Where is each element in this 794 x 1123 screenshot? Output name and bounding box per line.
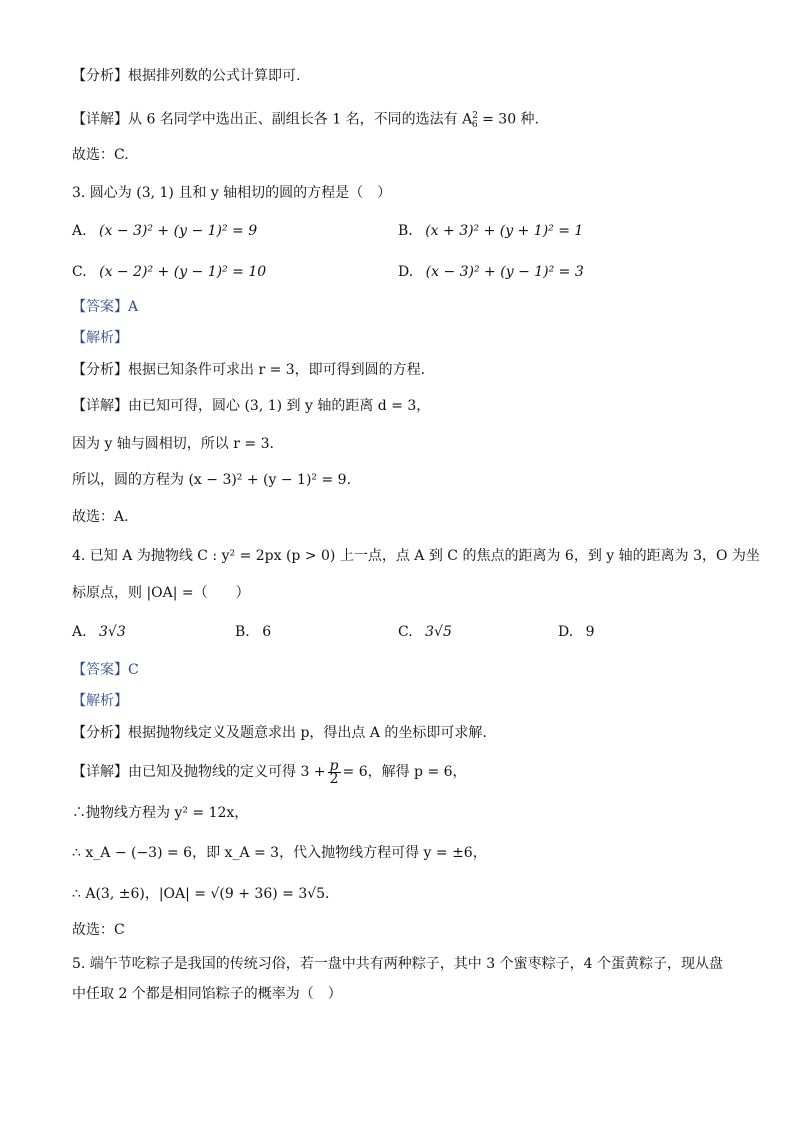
q4-option-a-label: A. <box>72 624 87 640</box>
q4-option-c-label: C. <box>398 624 413 640</box>
q4-option-d <box>558 622 595 642</box>
q4-detail-1-b: = 6，解得 p = 6， <box>342 764 467 780</box>
q3-option-b-text: (x + 3)² + (y + 1)² = 1 <box>425 223 584 239</box>
q3-option-d-label: D. <box>398 264 414 280</box>
q4-jiexi: 【解析】 <box>72 693 128 709</box>
prev-conclusion: 故选：C. <box>72 147 129 163</box>
prev-detail-sup: 2 <box>472 111 478 121</box>
prev-analysis: 【分析】根据排列数的公式计算即可. <box>72 68 301 84</box>
q3-option-a-label: A. <box>72 223 87 239</box>
q3-analysis: 【分析】根据已知条件可求出 r = 3，即可得到圆的方程. <box>72 362 426 378</box>
prev-detail-rest: = 30 种. <box>477 111 540 128</box>
q4-detail-2: ∴抛物线方程为 y² = 12x， <box>72 805 249 821</box>
q3-answer: 【答案】A <box>72 299 139 315</box>
q4-detail-1-a: 【详解】由已知及抛物线的定义可得 3 + <box>72 764 326 780</box>
q4-option-c <box>398 622 452 642</box>
q4-option-b-label: B. <box>235 624 250 640</box>
q4-detail-1-denominator: 2 <box>329 770 339 787</box>
q4-detail-1 <box>72 758 467 786</box>
q3-option-d-text: (x − 3)² + (y − 1)² = 3 <box>425 264 584 280</box>
q3-detail-1: 【详解】由已知可得，圆心 (3, 1) 到 y 轴的距离 d = 3， <box>72 398 431 414</box>
q3-detail-3: 所以，圆的方程为 (x − 3)² + (y − 1)² = 9. <box>72 472 352 488</box>
q3-stem: 3. 圆心为 (3, 1) 且和 y 轴相切的圆的方程是（ ） <box>72 185 392 201</box>
q3-option-a-text: (x − 3)² + (y − 1)² = 9 <box>99 223 258 239</box>
q3-option-a <box>72 221 257 241</box>
q4-answer: 【答案】C <box>72 662 139 678</box>
prev-detail-sub: 6 <box>471 120 478 131</box>
q4-conclusion: 故选：C <box>72 922 125 938</box>
q4-stem-1: 4. 已知 A 为抛物线 C : y² = 2px (p > 0) 上一点，点 A 到 C 的焦点的距离为 6，到 y 轴的距离为 3，O 为坐 <box>72 548 760 564</box>
q3-conclusion: 故选：A. <box>72 509 129 525</box>
q4-option-d-text: 9 <box>585 624 595 640</box>
q4-detail-1-fraction <box>328 757 341 787</box>
q4-detail-4: ∴ A(3, ±6)，|OA| = √(9 + 36) = 3√5. <box>72 886 330 902</box>
q4-option-b-text: 6 <box>262 624 272 640</box>
prev-detail <box>72 106 539 135</box>
q5-stem-2: 中任取 2 个都是相同馅粽子的概率为（ ） <box>72 986 342 1002</box>
q3-option-c <box>72 262 266 282</box>
q4-detail-3: ∴ x_A − (−3) = 6，即 x_A = 3，代入抛物线方程可得 y = ±6， <box>72 845 487 861</box>
q4-option-b <box>235 622 271 642</box>
q3-option-d <box>398 262 584 282</box>
q4-option-a <box>72 622 126 642</box>
q3-option-b-label: B. <box>398 223 413 239</box>
q3-option-c-label: C. <box>72 264 87 280</box>
q3-option-c-text: (x − 2)² + (y − 1)² = 10 <box>99 264 267 280</box>
q4-option-a-text: 3√3 <box>99 624 126 640</box>
q3-detail-2: 因为 y 轴与圆相切，所以 r = 3. <box>72 436 274 452</box>
q3-option-b <box>398 221 583 241</box>
q4-detail-1-numerator: p <box>329 757 339 774</box>
prev-detail-text: 【详解】从 6 名同学中选出正、副组长各 1 名，不同的选法有 A <box>72 111 473 128</box>
q4-option-d-label: D. <box>558 624 574 640</box>
q5-stem-1: 5. 端午节吃粽子是我国的传统习俗，若一盘中共有两种粽子，其中 3 个蜜枣粽子，4 个蛋黄粽子，现从盘 <box>72 956 723 972</box>
q4-option-c-text: 3√5 <box>425 624 452 640</box>
q4-stem-2: 标原点，则 |OA| =（ ） <box>72 585 250 601</box>
q4-analysis: 【分析】根据抛物线定义及题意求出 p，得出点 A 的坐标即可求解. <box>72 725 487 741</box>
q3-jiexi: 【解析】 <box>72 330 128 346</box>
